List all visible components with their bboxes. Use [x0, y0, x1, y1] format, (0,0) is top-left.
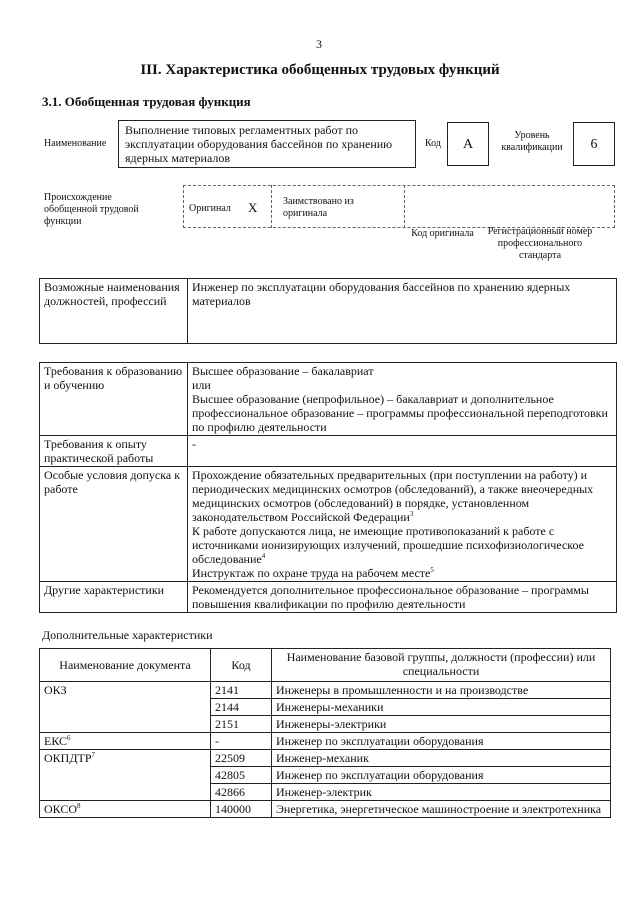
origin-label: Происхождение обобщенной трудовой функции [44, 192, 139, 227]
section-title: III. Характеристика обобщенных трудовых функций [140, 62, 500, 78]
special-value [188, 467, 617, 582]
row-code: - [211, 733, 272, 750]
col-name-header: Наименование базовой группы, должности (профессии) или специальности [272, 649, 611, 682]
education-line: Высшее образование (непрофильное) – бакалавриат и дополнительное профессиональное образование – программы профессиональной переподготовки по профилю деятельности [192, 392, 608, 434]
row-name: Энергетика, энергетическое машиностроение и электротехника [272, 801, 611, 818]
education-label: Требования к образованию и обучению [40, 363, 188, 436]
row-name: Инженеры-механики [272, 699, 611, 716]
special-line: Прохождение обязательных предварительных (при поступлении на работу) и периодических медицинских осмотров (обследований), а также внеочередных медицинских осмотров (обследований) в порядке, установленном законодательством Российской Федерации$^3$ [192, 468, 594, 524]
code-original-caption: Код оригинала [411, 228, 474, 239]
table-row [40, 750, 611, 767]
experience-value: - [188, 436, 617, 467]
positions-label: Возможные наименования должностей, профессий [40, 279, 188, 344]
education-line: Высшее образование – бакалавриат [192, 364, 374, 378]
eks-label: ЕКС$^6$ [40, 733, 211, 750]
row-name: Инженеры в промышленности и на производстве [272, 682, 611, 699]
origin-divider-1 [271, 185, 273, 228]
table-row [40, 733, 611, 750]
education-value [188, 363, 617, 436]
row-code: 140000 [211, 801, 272, 818]
code-value: А [447, 122, 489, 166]
special-line: Инструктаж по охране труда на рабочем месте$^5$ [192, 566, 434, 580]
original-label: Оригинал [189, 203, 231, 214]
row-name: Инженер-механик [272, 750, 611, 767]
row-code: 42805 [211, 767, 272, 784]
origin-divider-2 [404, 185, 406, 228]
other-label: Другие характеристики [40, 582, 188, 613]
row-name: Инженеры-электрики [272, 716, 611, 733]
row-name: Инженер по эксплуатации оборудования [272, 767, 611, 784]
row-name: Инженер-электрик [272, 784, 611, 801]
original-mark: X [248, 200, 258, 215]
other-value: Рекомендуется дополнительное профессиональное образование – программы повышения квалификации по профилю деятельности [188, 582, 617, 613]
row-name: Инженер по эксплуатации оборудования [272, 733, 611, 750]
education-line: или [192, 378, 211, 392]
col-code-header: Код [211, 649, 272, 682]
subsection-title: 3.1. Обобщенная трудовая функция [42, 94, 251, 109]
level-value: 6 [573, 122, 615, 166]
row-code: 2144 [211, 699, 272, 716]
col-doc-header: Наименование документа [40, 649, 211, 682]
row-code: 2151 [211, 716, 272, 733]
code-label: Код [425, 138, 441, 149]
positions-value: Инженер по эксплуатации оборудования бассейнов по хранению ядерных материалов [188, 279, 617, 344]
reg-number-caption: Регистрационный номер профессионального стандарта [487, 226, 593, 261]
function-name: Выполнение типовых регламентных работ по эксплуатации оборудования бассейнов по хранению ядерных материалов [118, 120, 416, 168]
positions-table [39, 278, 617, 344]
row-code: 42866 [211, 784, 272, 801]
name-label: Наименование [44, 138, 107, 149]
page-number: 3 [316, 37, 322, 51]
table-row [40, 682, 611, 699]
okso-label: ОКСО$^8$ [40, 801, 211, 818]
special-label: Особые условия допуска к работе [40, 467, 188, 582]
table-row [40, 801, 611, 818]
row-code: 22509 [211, 750, 272, 767]
borrowed-label: Заимствовано из оригинала [283, 196, 354, 219]
special-line: К работе допускаются лица, не имеющие противопоказаний к работе с источниками ионизирующих излучений, прошедшие психофизиологическое обследование$^4$ [192, 524, 584, 566]
requirements-table [39, 362, 617, 613]
row-code: 2141 [211, 682, 272, 699]
level-label: Уровень квалификации [501, 130, 563, 153]
okpdtr-label: ОКПДТР$^7$ [40, 750, 211, 801]
okz-label: ОКЗ [40, 682, 211, 733]
experience-label: Требования к опыту практической работы [40, 436, 188, 467]
additional-title: Дополнительные характеристики [42, 628, 213, 642]
additional-table [39, 648, 611, 818]
